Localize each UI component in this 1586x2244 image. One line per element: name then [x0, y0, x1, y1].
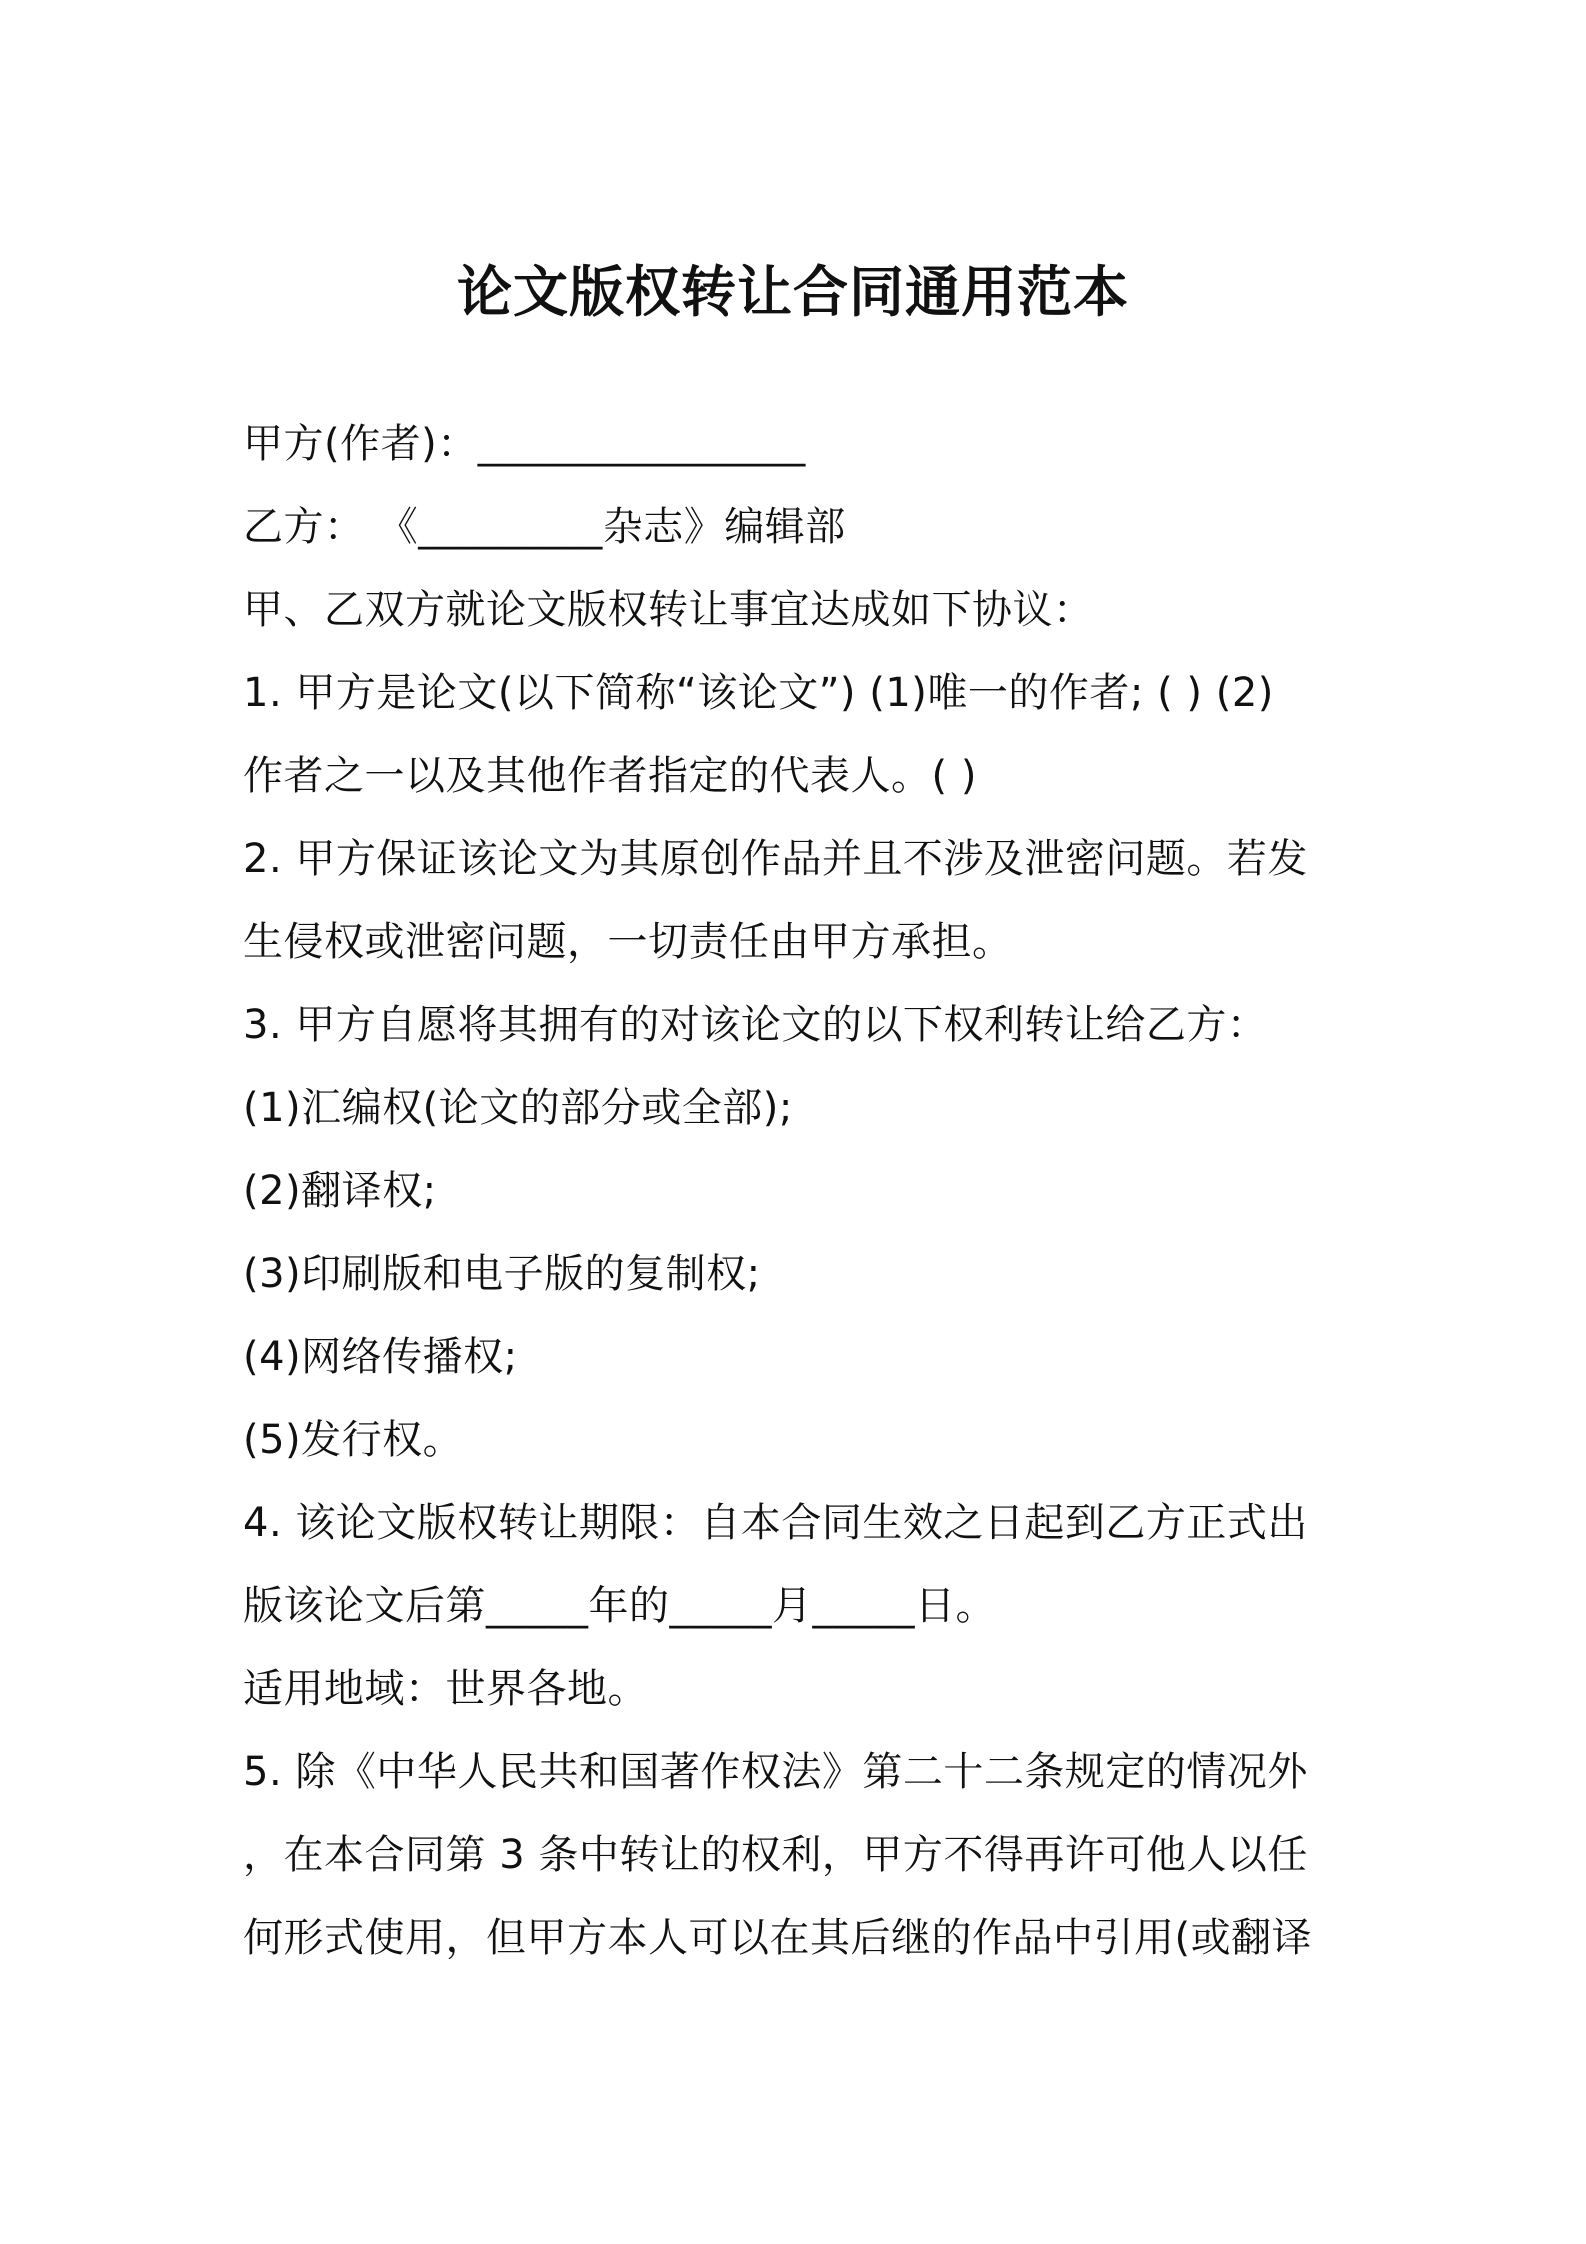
- clause-5-line-1: 5. 除《中华人民共和国著作权法》第二十二条规定的情况外: [243, 1749, 1308, 1795]
- right-item-3: (3)印刷版和电子版的复制权;: [243, 1251, 761, 1297]
- document-title: 论文版权转让合同通用范本: [456, 260, 1129, 324]
- party-a-line: 甲方(作者)：________________: [243, 421, 806, 467]
- clause-5-line-3: 何形式使用，但甲方本人可以在其后继的作品中引用(或翻译: [243, 1915, 1313, 1961]
- clause-1-line-2: 作者之一以及其他作者指定的代表人。( ): [243, 753, 977, 799]
- right-item-5: (5)发行权。: [243, 1417, 464, 1463]
- clause-2-line-1: 2. 甲方保证该论文为其原创作品并且不涉及泄密问题。若发: [243, 836, 1308, 882]
- clause-2-line-2: 生侵权或泄密问题，一切责任由甲方承担。: [243, 919, 1013, 965]
- clause-5-line-2: ，在本合同第 3 条中转让的权利，甲方不得再许可他人以任: [243, 1832, 1308, 1878]
- right-item-2: (2)翻译权;: [243, 1168, 437, 1214]
- clause-1-line-1: 1. 甲方是论文(以下简称“该论文”) (1)唯一的作者; ( ) (2): [243, 670, 1274, 716]
- party-b-line: 乙方： 《_________杂志》编辑部: [243, 504, 846, 550]
- document-body: [243, 403, 1363, 1980]
- clause-4-line-1: 4. 该论文版权转让期限：自本合同生效之日起到乙方正式出: [243, 1500, 1308, 1546]
- territory-line: 适用地域：世界各地。: [243, 1666, 648, 1712]
- clause-3-line: 3. 甲方自愿将其拥有的对该论文的以下权利转让给乙方：: [243, 1002, 1268, 1048]
- right-item-1: (1)汇编权(论文的部分或全部);: [243, 1085, 793, 1131]
- agreement-intro-line: 甲、乙双方就论文版权转让事宜达成如下协议：: [243, 587, 1094, 633]
- clause-4-line-2: 版该论文后第_____年的_____月_____日。: [243, 1583, 996, 1629]
- right-item-4: (4)网络传播权;: [243, 1334, 518, 1380]
